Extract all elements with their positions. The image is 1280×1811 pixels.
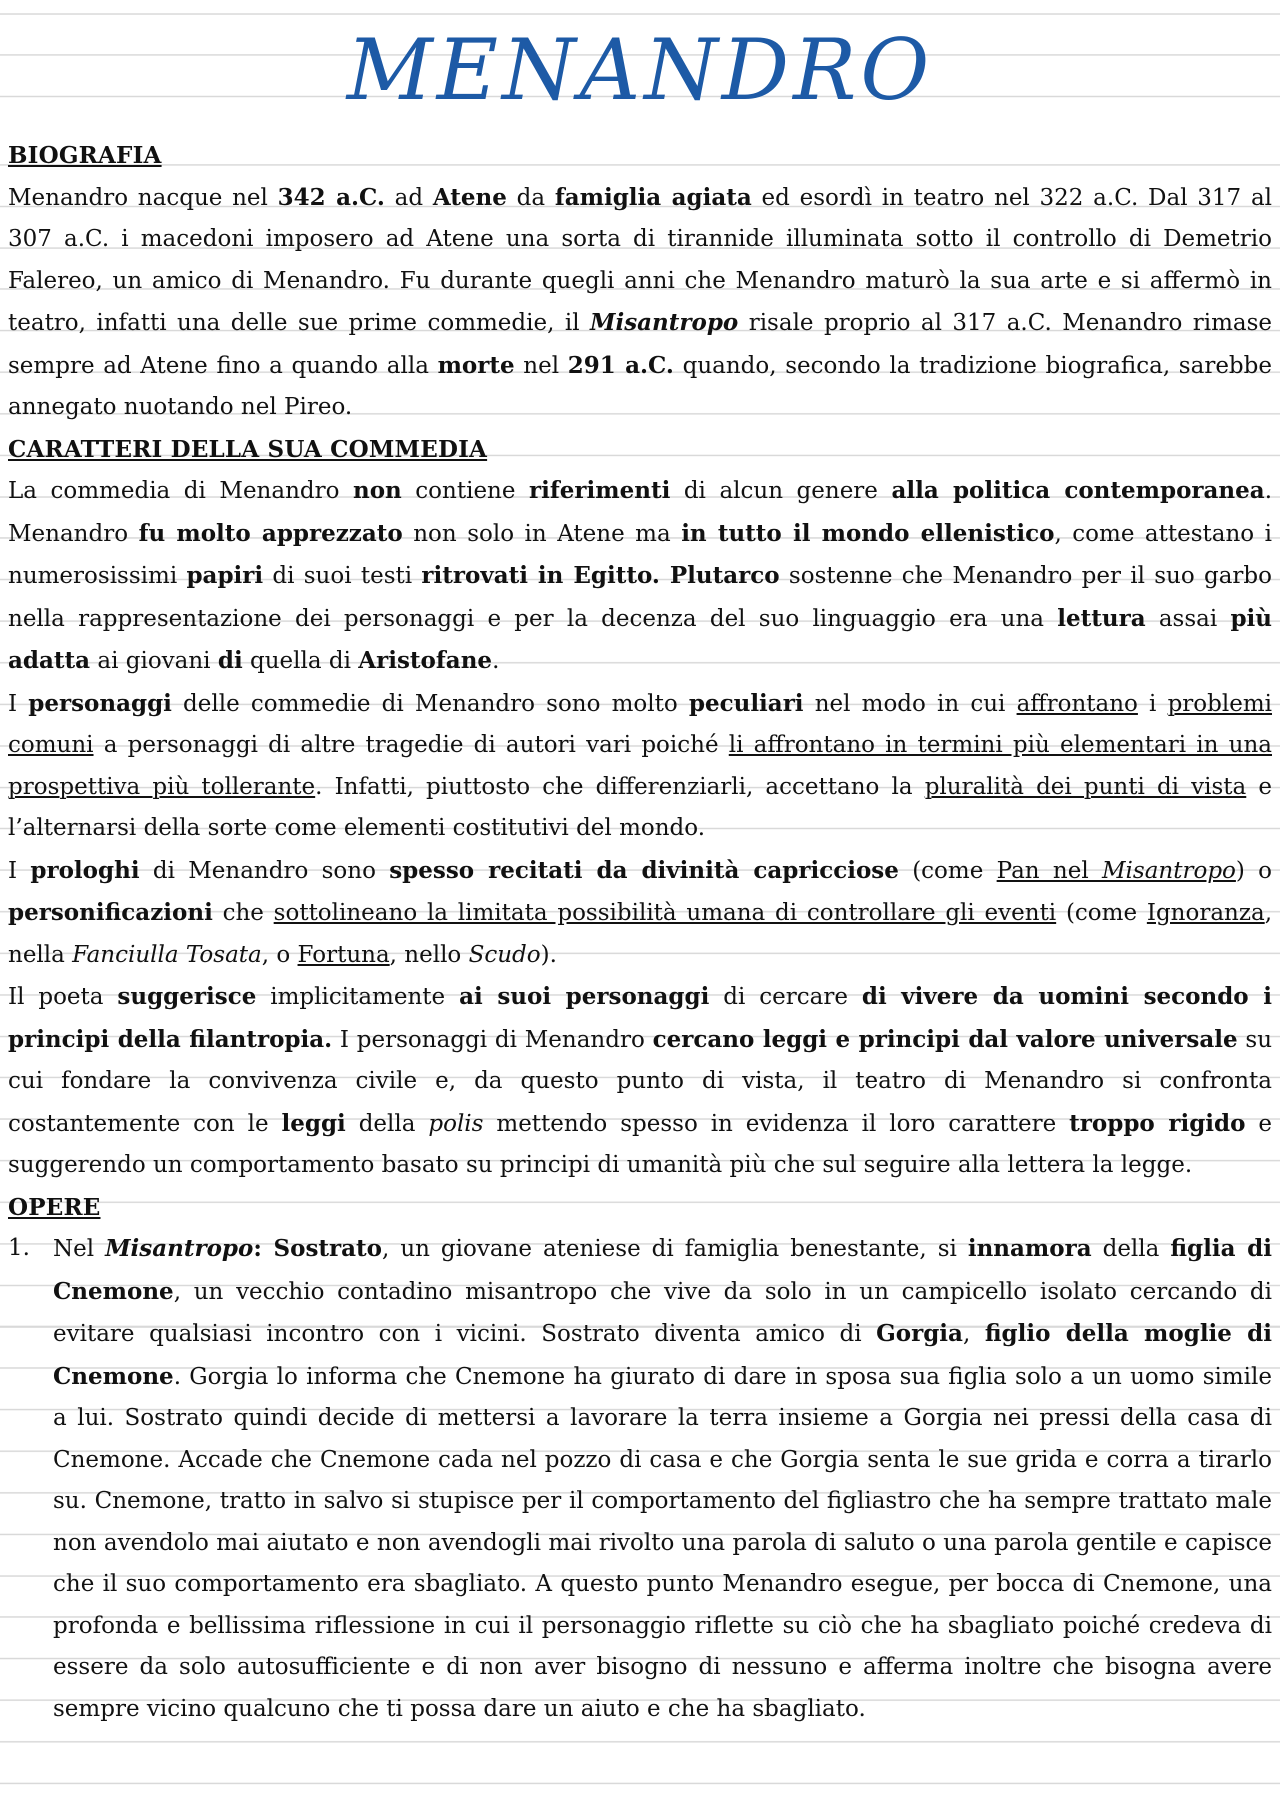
section-heading-opere: OPERE bbox=[8, 1193, 101, 1221]
section-heading-biografia: BIOGRAFIA bbox=[8, 142, 162, 169]
caratteri-paragraph-4: Il poeta suggerisce implicitamente ai suoi personaggi di cercare di vivere da uomini secondo i principi della filantropia. I personaggi di Menandro cercano leggi e principi dal valore universale su cui fondare la convivenza civile e, da questo punto di vista, il teatro di Menandro si confronta costantemente con le leggi della polis mettendo spesso in evidenza il loro carattere troppo rigido e suggerendo un comportamento basato su principi di umanità più che sul seguire alla lettera la legge. bbox=[8, 983, 1273, 1178]
list-item: 1. Nel Misantropo: Sostrato, un giovane ateniese di famiglia benestante, si innamora della figlia di Cnemone, un vecchio contadino misantropo che vive da solo in un campicello isolato cercando di evitare qualsiasi incontro con i vicini. Sostrato diventa amico di Gorgia, figlio della moglie di Cnemone. Gorgia lo informa che Cnemone ha giurato di dare in sposa sua figlia solo a un uomo simile a lui. Sostrato quindi decide di mettersi a lavorare la terra insieme a Gorgia nei pressi della casa di Cnemone. Accade che Cnemone cada nel pozzo di casa e che Gorgia senta le sue grida e corra a tirarlo su. Cnemone, tratto in salvo si stupisce per il comportamento del figliastro che ha sempre trattato male non avendolo mai aiutato e non avendogli mai rivolto una parola di saluto o una parola gentile e capisce che il suo comportamento era sbagliato. A questo punto Menandro esegue, per bocca di Cnemone, una profonda e bellissima riflessione in cui il personaggio riflette su ciò che ha sbagliato poiché credeva di essere da solo autosufficiente e di non aver bisogno di nessuno e afferma inoltre che bisogna avere sempre vicino qualcuno che ti possa dare un aiuto e che ha sbagliato. bbox=[8, 1228, 1272, 1730]
section-heading-caratteri: CARATTERI DELLA SUA COMMEDIA bbox=[8, 435, 488, 463]
list-item-number: 1. bbox=[8, 1235, 30, 1261]
caratteri-paragraph-3: I prologhi di Menandro sono spesso recitati da divinità capricciose (come Pan nel Misantropo) o personificazioni che sottolineano la limitata possibilità umana di controllare gli eventi (come Ignoranza, nella Fanciulla Tosata, o Fortuna, nello Scudo). bbox=[8, 856, 1273, 968]
biografia-paragraph: Menandro nacque nel 342 a.C. ad Atene da famiglia agiata ed esordì in teatro nel 322 a.C. Dal 317 al 307 a.C. i macedoni imposero ad Atene una sorta di tirannide illuminata sotto il controllo di Demetrio Falereo, un amico di Menandro. Fu durante quegli anni che Menandro maturò la sua arte e si affermò in teatro, infatti una delle sue prime commedie, il Misantropo risale proprio al 317 a.C. Menandro rimase sempre ad Atene fino a quando alla morte nel 291 a.C. quando, secondo la tradizione biografica, sarebbe annegato nuotando nel Pireo. bbox=[8, 183, 1273, 420]
caratteri-paragraph-2: I personaggi delle commedie di Menandro sono molto peculiari nel modo in cui affrontano i problemi comuni a personaggi di altre tragedie di autori vari poiché li affrontano in termini più elementari in una prospettiva più tollerante. Infatti, piuttosto che differenziarli, accettano la pluralità dei punti di vista e l’alternarsi della sorte come elementi costitutivi del mondo. bbox=[8, 689, 1272, 841]
document-body bbox=[8, 135, 1272, 1730]
caratteri-paragraph-1: La commedia di Menandro non contiene riferimenti di alcun genere alla politica contemporanea. Menandro fu molto apprezzato non solo in Atene ma in tutto il mondo ellenistico, come attestano i numerosissimi papiri di suoi testi ritrovati in Egitto. Plutarco sostenne che Menandro per il suo garbo nella rappresentazione dei personaggi e per la decenza del suo linguaggio era una lettura assai più adatta ai giovani di quella di Aristofane. bbox=[8, 477, 1273, 674]
page-title: MENANDRO bbox=[346, 21, 934, 119]
opere-list bbox=[8, 1228, 1272, 1730]
